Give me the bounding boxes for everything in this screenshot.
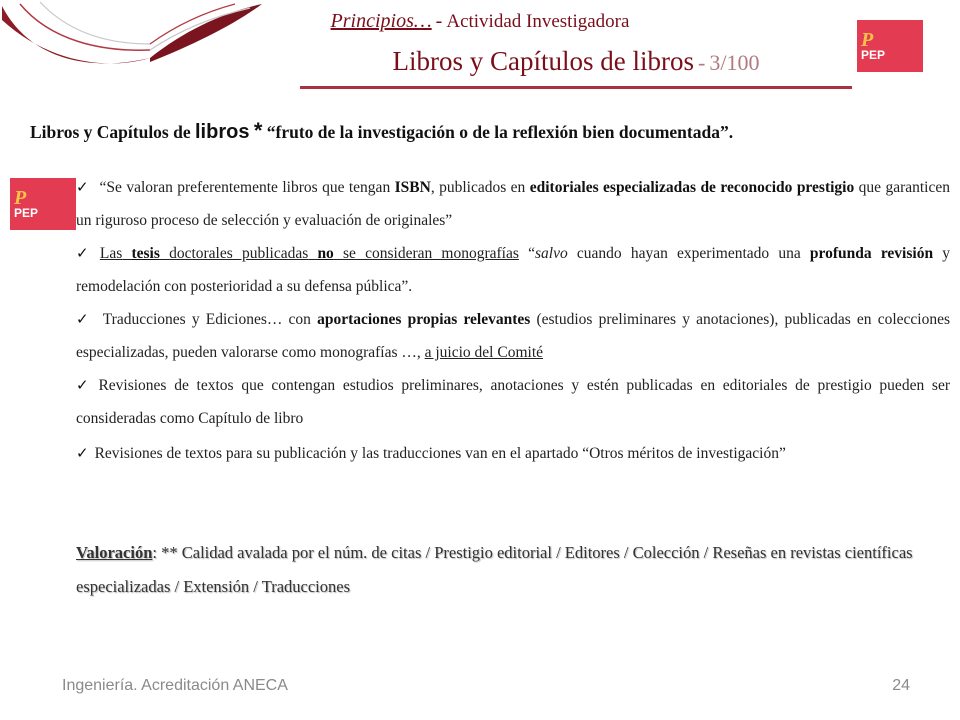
bullet-text: Revisiones de textos que contengan estudios preliminares, anotaciones y estén publicadas en editoriales de prestigio pueden ser consideradas como Capítulo de libro [76, 377, 950, 427]
bullet-text: “Se valoran preferentemente libros que tengan [99, 179, 391, 196]
title-separator: - [435, 10, 443, 32]
list-item [76, 437, 950, 470]
bullet-text: Traducciones y Ediciones… con [102, 311, 311, 328]
bullet-bold: ISBN [394, 179, 431, 196]
heading-quote: “fruto de la investigación o de la reflexión bien documentada”. [266, 122, 734, 142]
bullet-text: Revisiones de textos para su publicación y las traducciones van en el apartado “Otros méritos de investigación” [94, 445, 786, 462]
bullet-underlined: Las [99, 245, 123, 262]
pep-logo-text: PEP [14, 206, 39, 220]
bullet-bold: profunda revisión [809, 245, 934, 262]
bullet-text: “ [528, 245, 535, 262]
bullet-underlined: se consideran monografías [343, 245, 519, 262]
bullet-text: y remodelación con posterioridad a su defensa pública”. [76, 245, 951, 295]
checkmark-icon: ✓ [76, 244, 94, 262]
pep-logo-text: PEP [861, 48, 886, 62]
bullet-text: que garanticen un riguroso proceso de selección y evaluación de originales” [76, 179, 950, 229]
heading-star: * [253, 118, 263, 143]
page-count: 3/100 [709, 50, 760, 75]
bullet-text: , publicados en [430, 179, 526, 196]
checkmark-icon: ✓ [76, 444, 89, 462]
heading-keyword: libros [195, 121, 250, 143]
bullet-underlined-bold: tesis [131, 245, 160, 262]
title-divider [300, 86, 852, 89]
valoracion-label: Valoración [76, 543, 153, 562]
valoracion-paragraph [76, 536, 950, 604]
bullet-bold: aportaciones propias relevantes [317, 311, 531, 328]
checkmark-icon: ✓ [76, 178, 90, 196]
page-title: Libros y Capítulos de libros [392, 46, 695, 76]
bullet-underlined: doctorales publicadas [169, 245, 309, 262]
list-item [76, 171, 950, 237]
bullet-bold: editoriales especializadas de reconocido prestigio [529, 179, 855, 196]
heading-part-1: Libros y Capítulos de [30, 122, 191, 142]
section-heading [30, 118, 950, 144]
pep-logo-letter: P [861, 29, 874, 51]
pep-logo-letter: P [14, 187, 27, 209]
bullet-underlined-bold: no [317, 245, 334, 262]
principios-link[interactable]: Principios… [330, 10, 432, 32]
valoracion-text: : ** Calidad avalada por el núm. de citas / Prestigio editorial / Editores / Colección / Reseñas en revistas científicas especializadas / Extensión / Traducciones [76, 543, 913, 596]
criteria-list [76, 171, 950, 470]
page-number: 24 [892, 677, 910, 694]
pep-logo-top [857, 20, 923, 72]
checkmark-icon: ✓ [76, 310, 91, 328]
bullet-text: (estudios preliminares y anotaciones), publicadas en colecciones especializadas, pueden valorarse como monografías …, [76, 311, 950, 361]
list-item [76, 303, 950, 369]
title-line-2 [0, 46, 960, 77]
footer-label: Ingeniería. Acreditación ANECA [62, 677, 288, 694]
bullet-text: cuando hayan experimentado una [576, 245, 801, 262]
pep-logo-side [10, 178, 76, 230]
list-item [76, 369, 950, 435]
bullet-italic: salvo [534, 245, 568, 262]
title-line-1 [0, 10, 960, 33]
checkmark-icon: ✓ [76, 376, 93, 394]
title-separator-2: - [698, 50, 706, 75]
page-subtitle: Actividad Investigadora [446, 11, 630, 32]
list-item [76, 237, 950, 303]
bullet-underlined: a juicio del Comité [424, 344, 544, 361]
